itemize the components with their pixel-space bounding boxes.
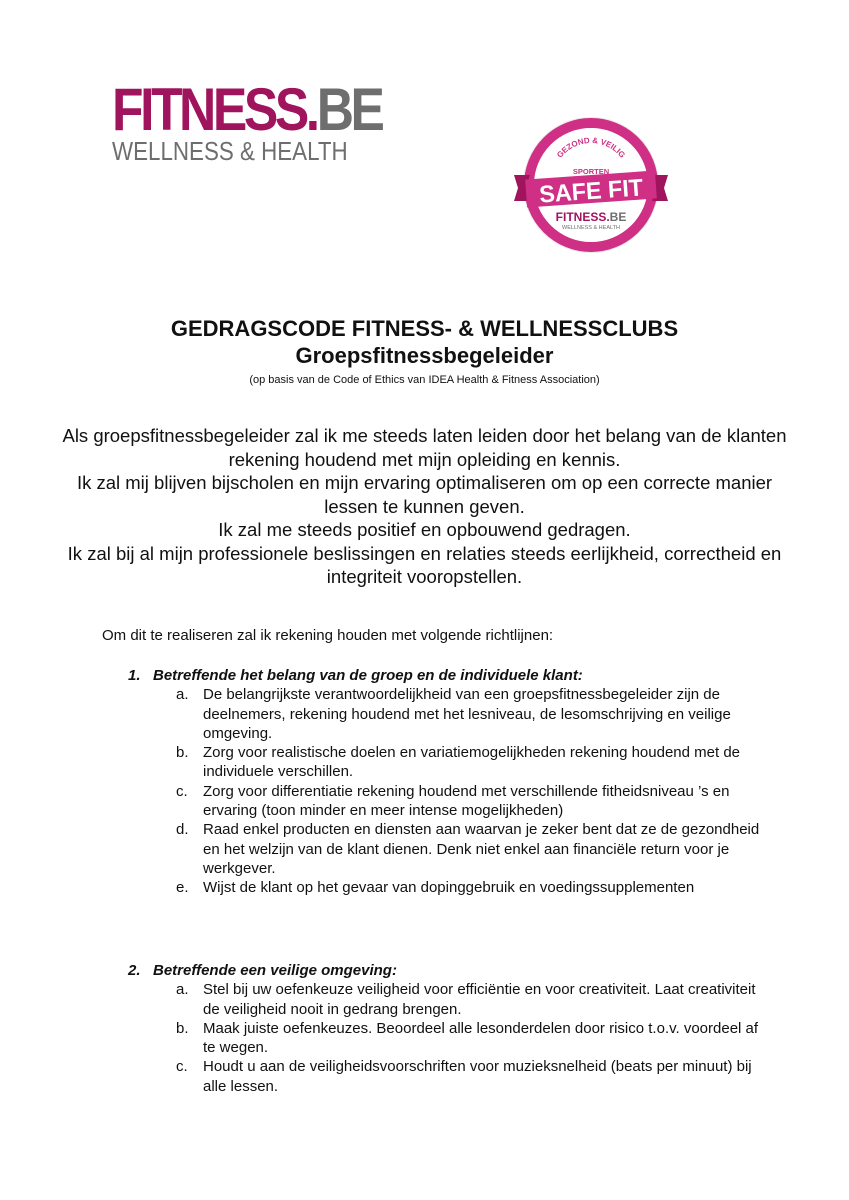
section-items xyxy=(128,685,768,897)
item-letter: c. xyxy=(176,782,188,800)
intro-paragraph: Als groepsfitnessbegeleider zal ik me steeds laten leiden door het belang van de klanten rekening houdend met mijn opleiding en kennis. xyxy=(62,425,787,470)
section-2 xyxy=(128,961,768,1096)
section-heading xyxy=(128,961,768,980)
section-heading-text: Betreffende een veilige omgeving: xyxy=(153,962,397,979)
title-line2: Groepsfitnessbegeleider xyxy=(295,343,554,368)
list-item xyxy=(176,685,768,743)
intro-paragraph: Ik zal bij al mijn professionele beslissingen en relaties steeds eerlijkheid, correctheid en integriteit vooropstellen. xyxy=(67,542,782,587)
logo-tagline: WELLNESS & HEALTH xyxy=(112,136,348,166)
item-text: Wijst de klant op het gevaar van dopinggebruik en voedingssupplementen xyxy=(203,879,695,897)
item-letter: a. xyxy=(176,981,189,999)
section-1 xyxy=(128,666,768,898)
item-letter: b. xyxy=(176,1019,189,1037)
badge-brand xyxy=(556,210,627,224)
badge-main-text: SAFE FIT xyxy=(538,174,647,209)
item-letter: a. xyxy=(176,686,189,704)
intro-statement xyxy=(60,424,789,589)
badge-brand-suffix: BE xyxy=(609,210,627,224)
item-letter: e. xyxy=(176,879,189,897)
fitness-be-logo xyxy=(112,76,425,166)
badge-brand-main: FITNESS. xyxy=(555,210,610,224)
badge-brand-sub: WELLNESS & HEALTH xyxy=(562,225,620,231)
list-item xyxy=(176,1019,768,1058)
item-text: Stel bij uw oefenkeuze veiligheid voor efficiëntie en voor creativiteit. Laat creativiteit de veiligheid nooit in gedrang brengen. xyxy=(203,981,756,1018)
item-text: Houdt u aan de veiligheidsvoorschriften voor muzieksnelheid (beats per minuut) bij alle lessen. xyxy=(203,1058,752,1095)
badge-arc-text: GEZOND & VEILIG xyxy=(555,135,627,160)
item-letter: b. xyxy=(176,744,189,762)
item-text: Zorg voor differentiatie rekening houdend met verschillende fitheidsniveau ’s en ervaring (toon minder en meer intense mogelijkheden) xyxy=(203,782,730,820)
logo-brand-main: FITNESS. xyxy=(112,76,317,143)
guidelines-lead: Om dit te realiseren zal ik rekening houden met volgende richtlijnen: xyxy=(102,627,554,644)
list-item xyxy=(176,980,768,1019)
item-text: Zorg voor realistische doelen en variatiemogelijkheden rekening houdend met de individuele verschillen. xyxy=(203,744,740,781)
document-title xyxy=(0,315,849,369)
item-text: De belangrijkste verantwoordelijkheid van een groepsfitnessbegeleider zijn de deelnemers, rekening houdend met het lesniveau, de lesomschrijving en veilige omgeving. xyxy=(203,686,731,742)
item-text: Raad enkel producten en diensten aan waarvan je zeker bent dat ze de gezondheid en het welzijn van de klant dienen. Denk niet enkel aan financiële return voor je werkgever. xyxy=(203,821,760,877)
list-item xyxy=(176,820,768,878)
item-text: Maak juiste oefenkeuzes. Beoordeel alle lesonderdelen door risico t.o.v. voordeel af te wegen. xyxy=(203,1019,759,1057)
section-heading xyxy=(128,666,768,685)
item-letter: c. xyxy=(176,1058,188,1076)
section-number: 1. xyxy=(128,667,141,684)
intro-paragraph: Ik zal me steeds positief en opbouwend gedragen. xyxy=(218,519,631,540)
list-item xyxy=(176,878,768,897)
badge-top-line2: SPORTEN xyxy=(572,167,610,176)
item-letter: d. xyxy=(176,821,189,839)
safe-fit-badge xyxy=(506,115,676,265)
section-number: 2. xyxy=(128,962,141,979)
logo-wordmark xyxy=(112,76,382,143)
logo-brand-suffix: BE xyxy=(316,76,382,143)
list-item xyxy=(176,782,768,821)
list-item xyxy=(176,743,768,782)
section-heading-text: Betreffende het belang van de groep en de individuele klant: xyxy=(153,667,583,684)
intro-paragraph: Ik zal mij blijven bijscholen en mijn ervaring optimaliseren om op een correcte manier lessen te kunnen geven. xyxy=(76,472,773,517)
list-item xyxy=(176,1057,768,1096)
title-line1: GEDRAGSCODE FITNESS- & WELLNESSCLUBS xyxy=(170,316,679,341)
title-subnote: (op basis van de Code of Ethics van IDEA Health & Fitness Association) xyxy=(249,374,600,386)
section-items xyxy=(128,980,768,1096)
